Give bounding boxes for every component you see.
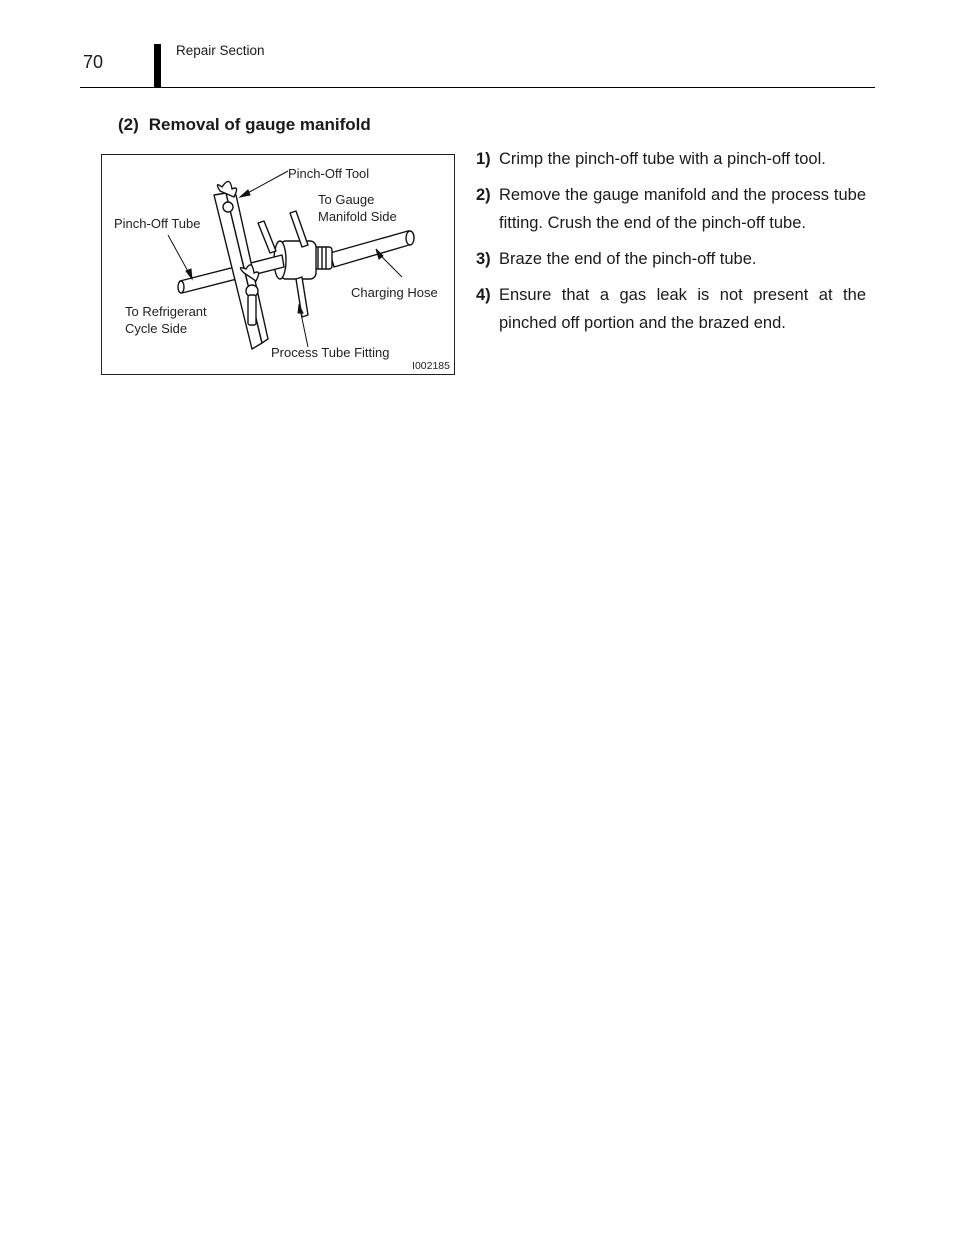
heading-number: (2) — [118, 115, 139, 134]
step-4-text: Ensure that a gas leak is not present at the pinched off portion and the brazed end. — [499, 286, 866, 332]
label-to-gauge-line-2: Manifold Side — [318, 209, 397, 224]
label-to-refrigerant-cycle-side — [125, 303, 207, 337]
header-bar — [154, 44, 161, 88]
label-process-tube-fitting: Process Tube Fitting — [271, 345, 390, 360]
label-pinch-off-tube: Pinch-Off Tube — [114, 216, 201, 231]
label-to-gauge-manifold-side — [318, 191, 397, 225]
figure-pinch-off-tool — [101, 154, 455, 375]
step-1 — [476, 145, 866, 173]
figure-id: I002185 — [412, 360, 450, 372]
step-4 — [476, 281, 866, 337]
step-4-number: 4) — [476, 286, 491, 304]
section-title: Repair Section — [176, 43, 265, 58]
label-to-refrigerant-line-2: Cycle Side — [125, 321, 188, 336]
page-number: 70 — [83, 52, 104, 72]
label-to-refrigerant-line-1: To Refrigerant — [125, 304, 207, 319]
section-heading — [118, 115, 371, 135]
label-pinch-off-tool: Pinch-Off Tool — [288, 166, 370, 181]
step-3-number: 3) — [476, 250, 491, 268]
step-1-text: Crimp the pinch-off tube with a pinch-off tool. — [499, 150, 826, 168]
step-2-number: 2) — [476, 186, 491, 204]
step-2-text: Remove the gauge manifold and the process tube fitting. Crush the end of the pinch-off tube. — [499, 186, 866, 232]
step-3 — [476, 245, 866, 273]
pinch-off-tool-illustration — [102, 155, 454, 374]
heading-title: Removal of gauge manifold — [148, 115, 371, 134]
label-charging-hose: Charging Hose — [351, 285, 438, 300]
label-to-gauge-line-1: To Gauge — [318, 192, 375, 207]
step-2 — [476, 181, 866, 237]
steps-list — [476, 145, 866, 345]
step-3-text: Braze the end of the pinch-off tube. — [499, 250, 757, 268]
step-1-number: 1) — [476, 150, 491, 168]
header-rule — [80, 87, 875, 88]
